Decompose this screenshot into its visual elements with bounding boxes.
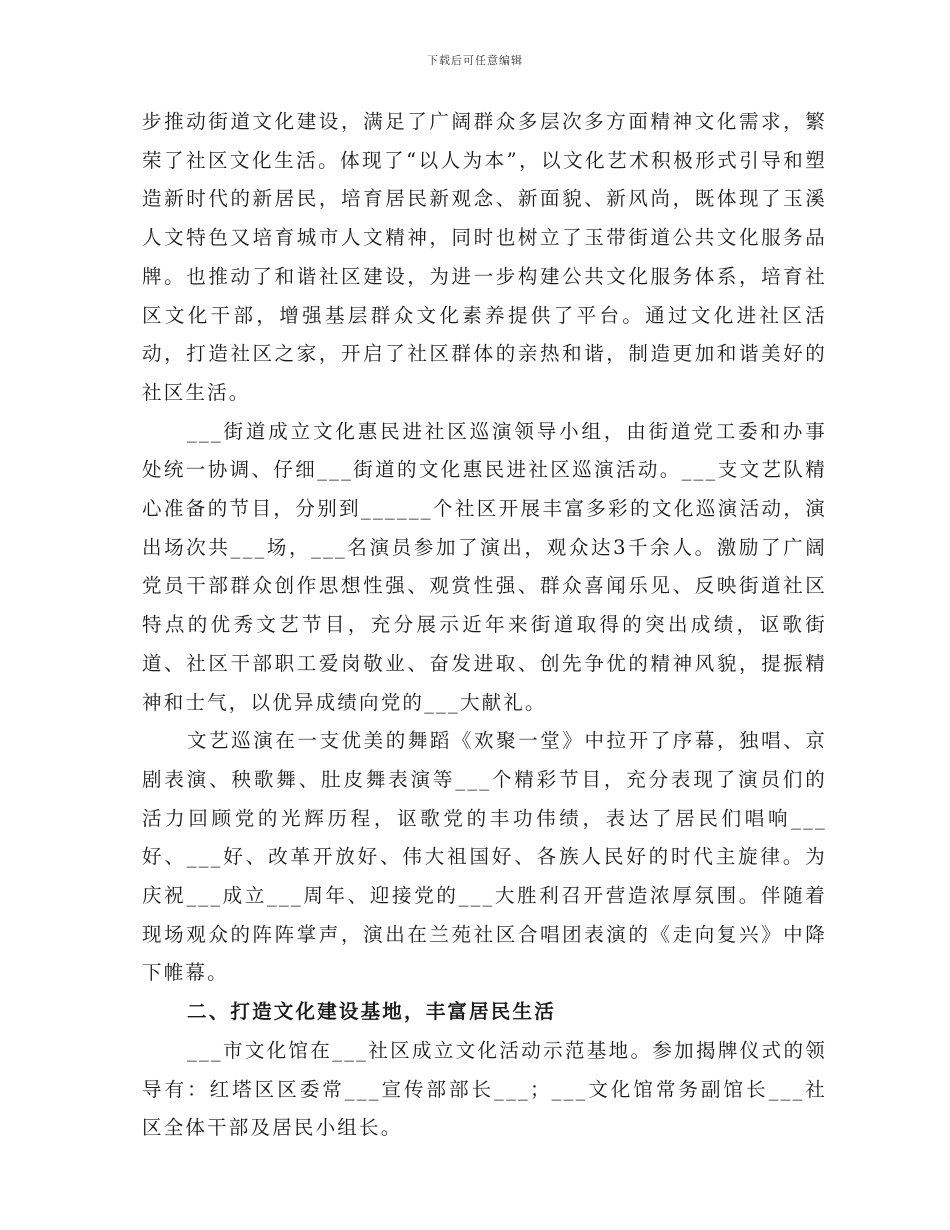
- section-heading: 二、打造文化建设基地，丰富居民生活: [187, 1000, 556, 1024]
- paragraph-tour-organization: ___街道成立文化惠民进社区巡演领导小组，由街道党工委和办事处统一协调、仔细___街道的文化惠民进社区巡演活动。___支文艺队精心准备的节目，分别到______个社区开展丰富多彩的文化巡演活动，演出场次共___场，___名演员参加了演出，观众达3千余人。激励了广阔党员干部群众创作思想性强、观赏性强、群众喜闻乐见、反映街道社区特点的优秀文艺节目，充分展示近年来街道取得的突出成绩，讴歌街道、社区干部职工爱岗敬业、奋发进取、创先争优的精神风貌，提振精神和士气，以优异成绩向党的___大献礼。: [142, 419, 827, 714]
- paragraph-culture-base: ___市文化馆在___社区成立文化活动示范基地。参加揭牌仪式的领导有：红塔区区委常___宣传部部长___；___文化馆常务副馆长___社区全体干部及居民小组长。: [142, 1038, 827, 1140]
- paragraph-continuation: 步推动街道文化建设，满足了广阔群众多层次多方面精神文化需求，繁荣了社区文化生活。体现了“以人为本”，以文化艺术积极形式引导和塑造新时代的新居民，培育居民新观念、新面貌、新风尚，既体现了玉溪人文特色又培育城市人文精神，同时也树立了玉带街道公共文化服务品牌。也推动了和谐社区建设，为进一步构建公共文化服务体系，培育社区文化干部，增强基层群众文化素养提供了平台。通过文化进社区活动，打造社区之家，开启了社区群体的亲热和谐，制造更加和谐美好的社区生活。: [142, 110, 827, 404]
- paragraph-tour-performance: 文艺巡演在一支优美的舞蹈《欢聚一堂》中拉开了序幕，独唱、京剧表演、秧歌舞、肚皮舞表演等___个精彩节目，充分表现了演员们的活力回顾党的光辉历程，讴歌党的丰功伟绩，表达了居民们唱响___好、___好、改革开放好、伟大祖国好、各族人民好的时代主旋律。为庆祝___成立___周年、迎接党的___大胜利召开营造浓厚氛围。伴随着现场观众的阵阵掌声，演出在兰苑社区合唱团表演的《走向复兴》中降下帷幕。: [142, 729, 827, 985]
- page-header: 下载后可任意编辑: [427, 54, 523, 67]
- document-body: [142, 103, 827, 1148]
